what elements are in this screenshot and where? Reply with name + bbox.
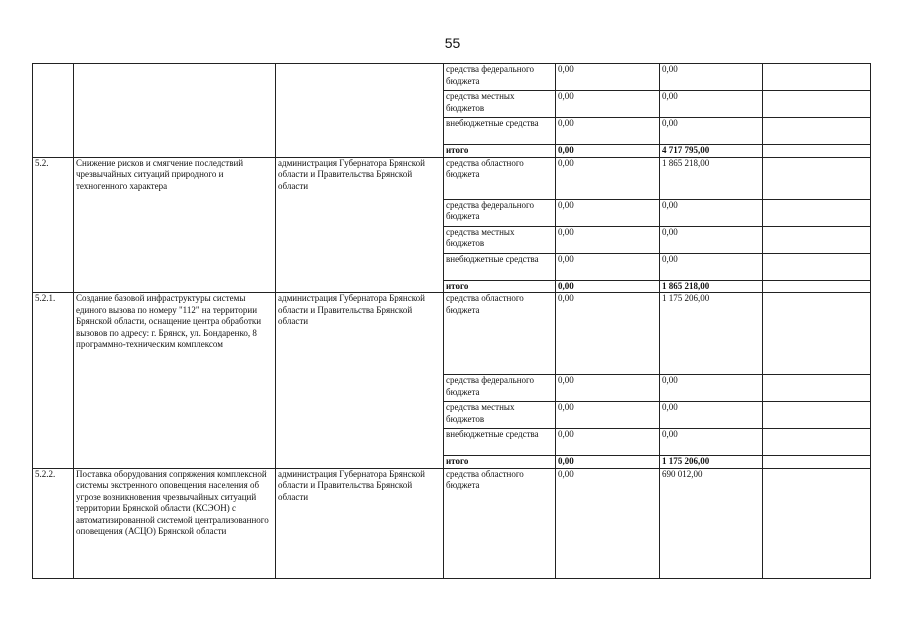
value-cell: 0,00 [660,91,763,118]
value-cell: 0,00 [556,157,660,199]
value-cell: 0,00 [660,226,763,253]
value-cell: 690 012,00 [660,468,763,578]
funding-source-cell: итого [444,456,556,469]
value-cell: 0,00 [556,402,660,429]
value-cell [763,226,871,253]
item-number-cell: 5.2.1. [33,293,74,469]
item-name-cell: Снижение рисков и смягчение последствий чрезвычайных ситуаций природного и техногенного характера [74,157,276,293]
funding-source-cell: средства федерального бюджета [444,375,556,402]
item-number-cell: 5.2.2. [33,468,74,578]
responsible-cell: администрация Губернатора Брянской области и Правительства Брянской области [276,468,444,578]
value-cell: 0,00 [556,91,660,118]
responsible-cell: администрация Губернатора Брянской области и Правительства Брянской области [276,293,444,469]
item-number-cell [33,64,74,158]
value-cell: 0,00 [556,226,660,253]
page-number: 55 [444,35,461,51]
value-cell: 0,00 [660,253,763,280]
item-name-cell: Поставка оборудования сопряжения комплексной системы экстренного оповещения населения об угрозе возникновения чрезвычайных ситуаций территории Брянской области (КСЭОН) с автоматизированной системой централизованного оповещения (АСЦО) Брянской области [74,468,276,578]
value-cell: 0,00 [556,293,660,375]
value-cell: 1 865 218,00 [660,280,763,293]
item-number-cell: 5.2. [33,157,74,293]
value-cell [763,429,871,456]
value-cell [763,157,871,199]
value-cell: 0,00 [556,456,660,469]
value-cell: 0,00 [556,280,660,293]
value-cell: 4 717 795,00 [660,145,763,158]
value-cell [763,199,871,226]
value-cell: 0,00 [556,118,660,145]
value-cell: 0,00 [660,118,763,145]
value-cell: 0,00 [556,468,660,578]
value-cell [763,402,871,429]
value-cell: 0,00 [556,429,660,456]
value-cell [763,145,871,158]
value-cell: 1 175 206,00 [660,293,763,375]
item-name-cell: Создание базовой инфраструктуры системы единого вызова по номеру "112" на территории Брянской области, оснащение центра обработки вызовов по адресу: г. Брянск, ул. Бондаренко, 8 программно-техническим комплексом [74,293,276,469]
funding-source-cell: средства местных бюджетов [444,91,556,118]
responsible-cell: администрация Губернатора Брянской области и Правительства Брянской области [276,157,444,293]
value-cell: 0,00 [660,429,763,456]
value-cell [763,118,871,145]
responsible-cell [276,64,444,158]
value-cell: 0,00 [556,375,660,402]
value-cell: 1 865 218,00 [660,157,763,199]
funding-source-cell: средства областного бюджета [444,468,556,578]
funding-source-cell: средства федерального бюджета [444,199,556,226]
funding-source-cell: средства областного бюджета [444,293,556,375]
value-cell: 0,00 [660,402,763,429]
value-cell: 0,00 [660,199,763,226]
value-cell [763,64,871,91]
funding-source-cell: итого [444,280,556,293]
table-row [33,293,871,375]
funding-source-cell: средства местных бюджетов [444,226,556,253]
value-cell [763,253,871,280]
value-cell: 0,00 [556,199,660,226]
value-cell [763,375,871,402]
value-cell: 0,00 [556,64,660,91]
funding-source-cell: внебюджетные средства [444,429,556,456]
funding-source-cell: внебюджетные средства [444,118,556,145]
funding-source-cell: итого [444,145,556,158]
value-cell: 0,00 [556,145,660,158]
value-cell: 1 175 206,00 [660,456,763,469]
value-cell: 0,00 [556,253,660,280]
value-cell [763,91,871,118]
funding-source-cell: средства областного бюджета [444,157,556,199]
table-row [33,468,871,578]
item-name-cell [74,64,276,158]
funding-source-cell: средства местных бюджетов [444,402,556,429]
value-cell: 0,00 [660,64,763,91]
table-row [33,64,871,91]
table-row [33,157,871,199]
value-cell [763,293,871,375]
budget-table [32,63,871,579]
value-cell [763,456,871,469]
value-cell [763,280,871,293]
value-cell [763,468,871,578]
funding-source-cell: средства федерального бюджета [444,64,556,91]
value-cell: 0,00 [660,375,763,402]
funding-source-cell: внебюджетные средства [444,253,556,280]
